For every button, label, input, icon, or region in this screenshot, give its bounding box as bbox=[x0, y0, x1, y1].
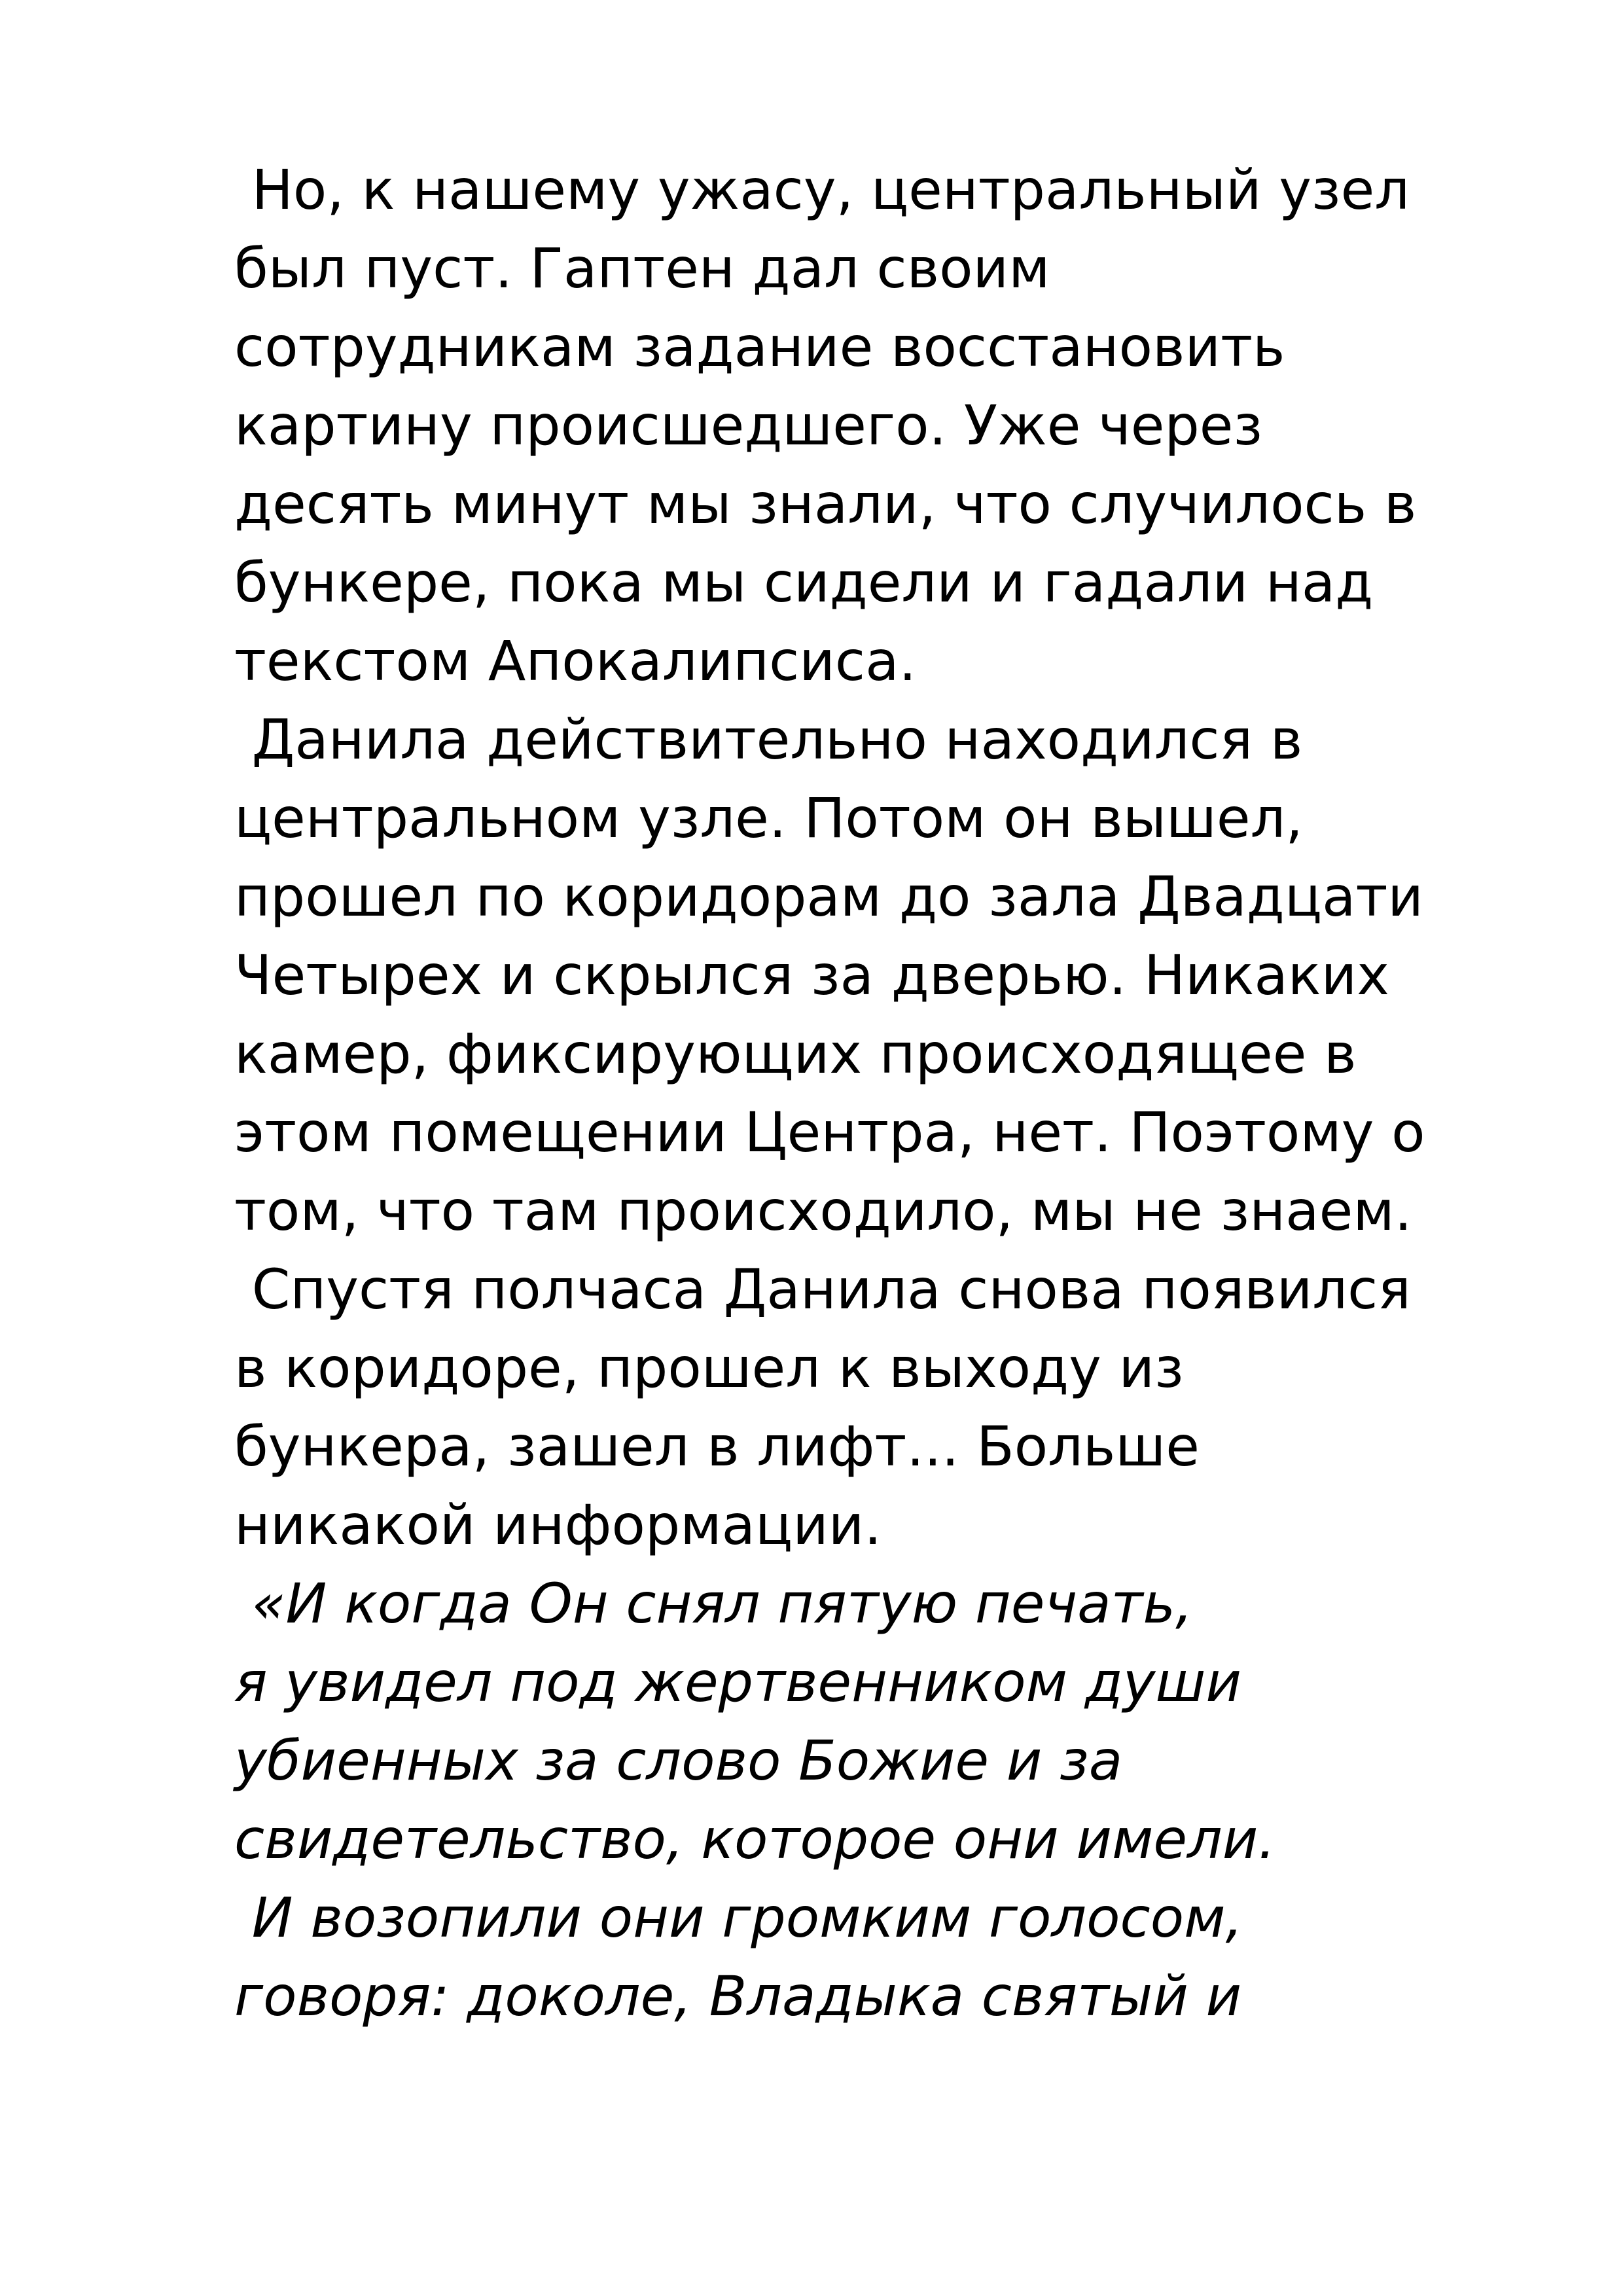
text-line: текстом Апокалипсиса. bbox=[234, 629, 917, 693]
text-line: Спустя полчаса Данила снова появился bbox=[234, 1257, 1411, 1321]
paragraph-danila-movements bbox=[234, 700, 1517, 1250]
text-line: камер, фиксирующих происходящее в bbox=[234, 1022, 1357, 1086]
text-line: десять минут мы знали, что случилось в bbox=[234, 472, 1417, 536]
quote-line: убиенных за слово Божие и за bbox=[234, 1729, 1123, 1793]
text-line: никакой информации. bbox=[234, 1493, 882, 1557]
quote-line: И возопили они громким голосом, bbox=[234, 1886, 1243, 1950]
quote-line: «И когда Он снял пятую печать, bbox=[234, 1571, 1193, 1636]
text-line: том, что там происходило, мы не знаем. bbox=[234, 1179, 1412, 1243]
quote-paragraph-cried-out bbox=[234, 1878, 1517, 2036]
text-line: картину происшедшего. Уже через bbox=[234, 393, 1263, 457]
text-line: бункера, зашел в лифт... Больше bbox=[234, 1414, 1200, 1479]
quote-line: свидетельство, которое они имели. bbox=[234, 1807, 1276, 1871]
text-line: Данила действительно находился в bbox=[234, 708, 1303, 772]
text-line: Но, к нашему ужасу, центральный узел bbox=[234, 158, 1410, 222]
quote-paragraph-fifth-seal bbox=[234, 1564, 1517, 1878]
text-line: Четырех и скрылся за дверью. Никаких bbox=[234, 943, 1389, 1007]
quote-line: говоря: доколе, Владыка святый и bbox=[234, 1964, 1242, 2028]
document-page bbox=[234, 151, 1517, 2036]
paragraph-central-node-empty bbox=[234, 151, 1517, 700]
text-line: в коридоре, прошел к выходу из bbox=[234, 1336, 1184, 1400]
text-line: центральном узле. Потом он вышел, bbox=[234, 786, 1303, 850]
text-line: был пуст. Гаптен дал своим bbox=[234, 236, 1050, 300]
paragraph-half-hour-later bbox=[234, 1250, 1517, 1564]
text-line: прошел по коридорам до зала Двадцати bbox=[234, 865, 1423, 929]
text-line: бункере, пока мы сидели и гадали над bbox=[234, 550, 1374, 615]
text-line: сотрудникам задание восстановить bbox=[234, 315, 1285, 379]
quote-line: я увидел под жертвенником души bbox=[234, 1650, 1241, 1714]
text-line: этом помещении Центра, нет. Поэтому о bbox=[234, 1100, 1425, 1164]
